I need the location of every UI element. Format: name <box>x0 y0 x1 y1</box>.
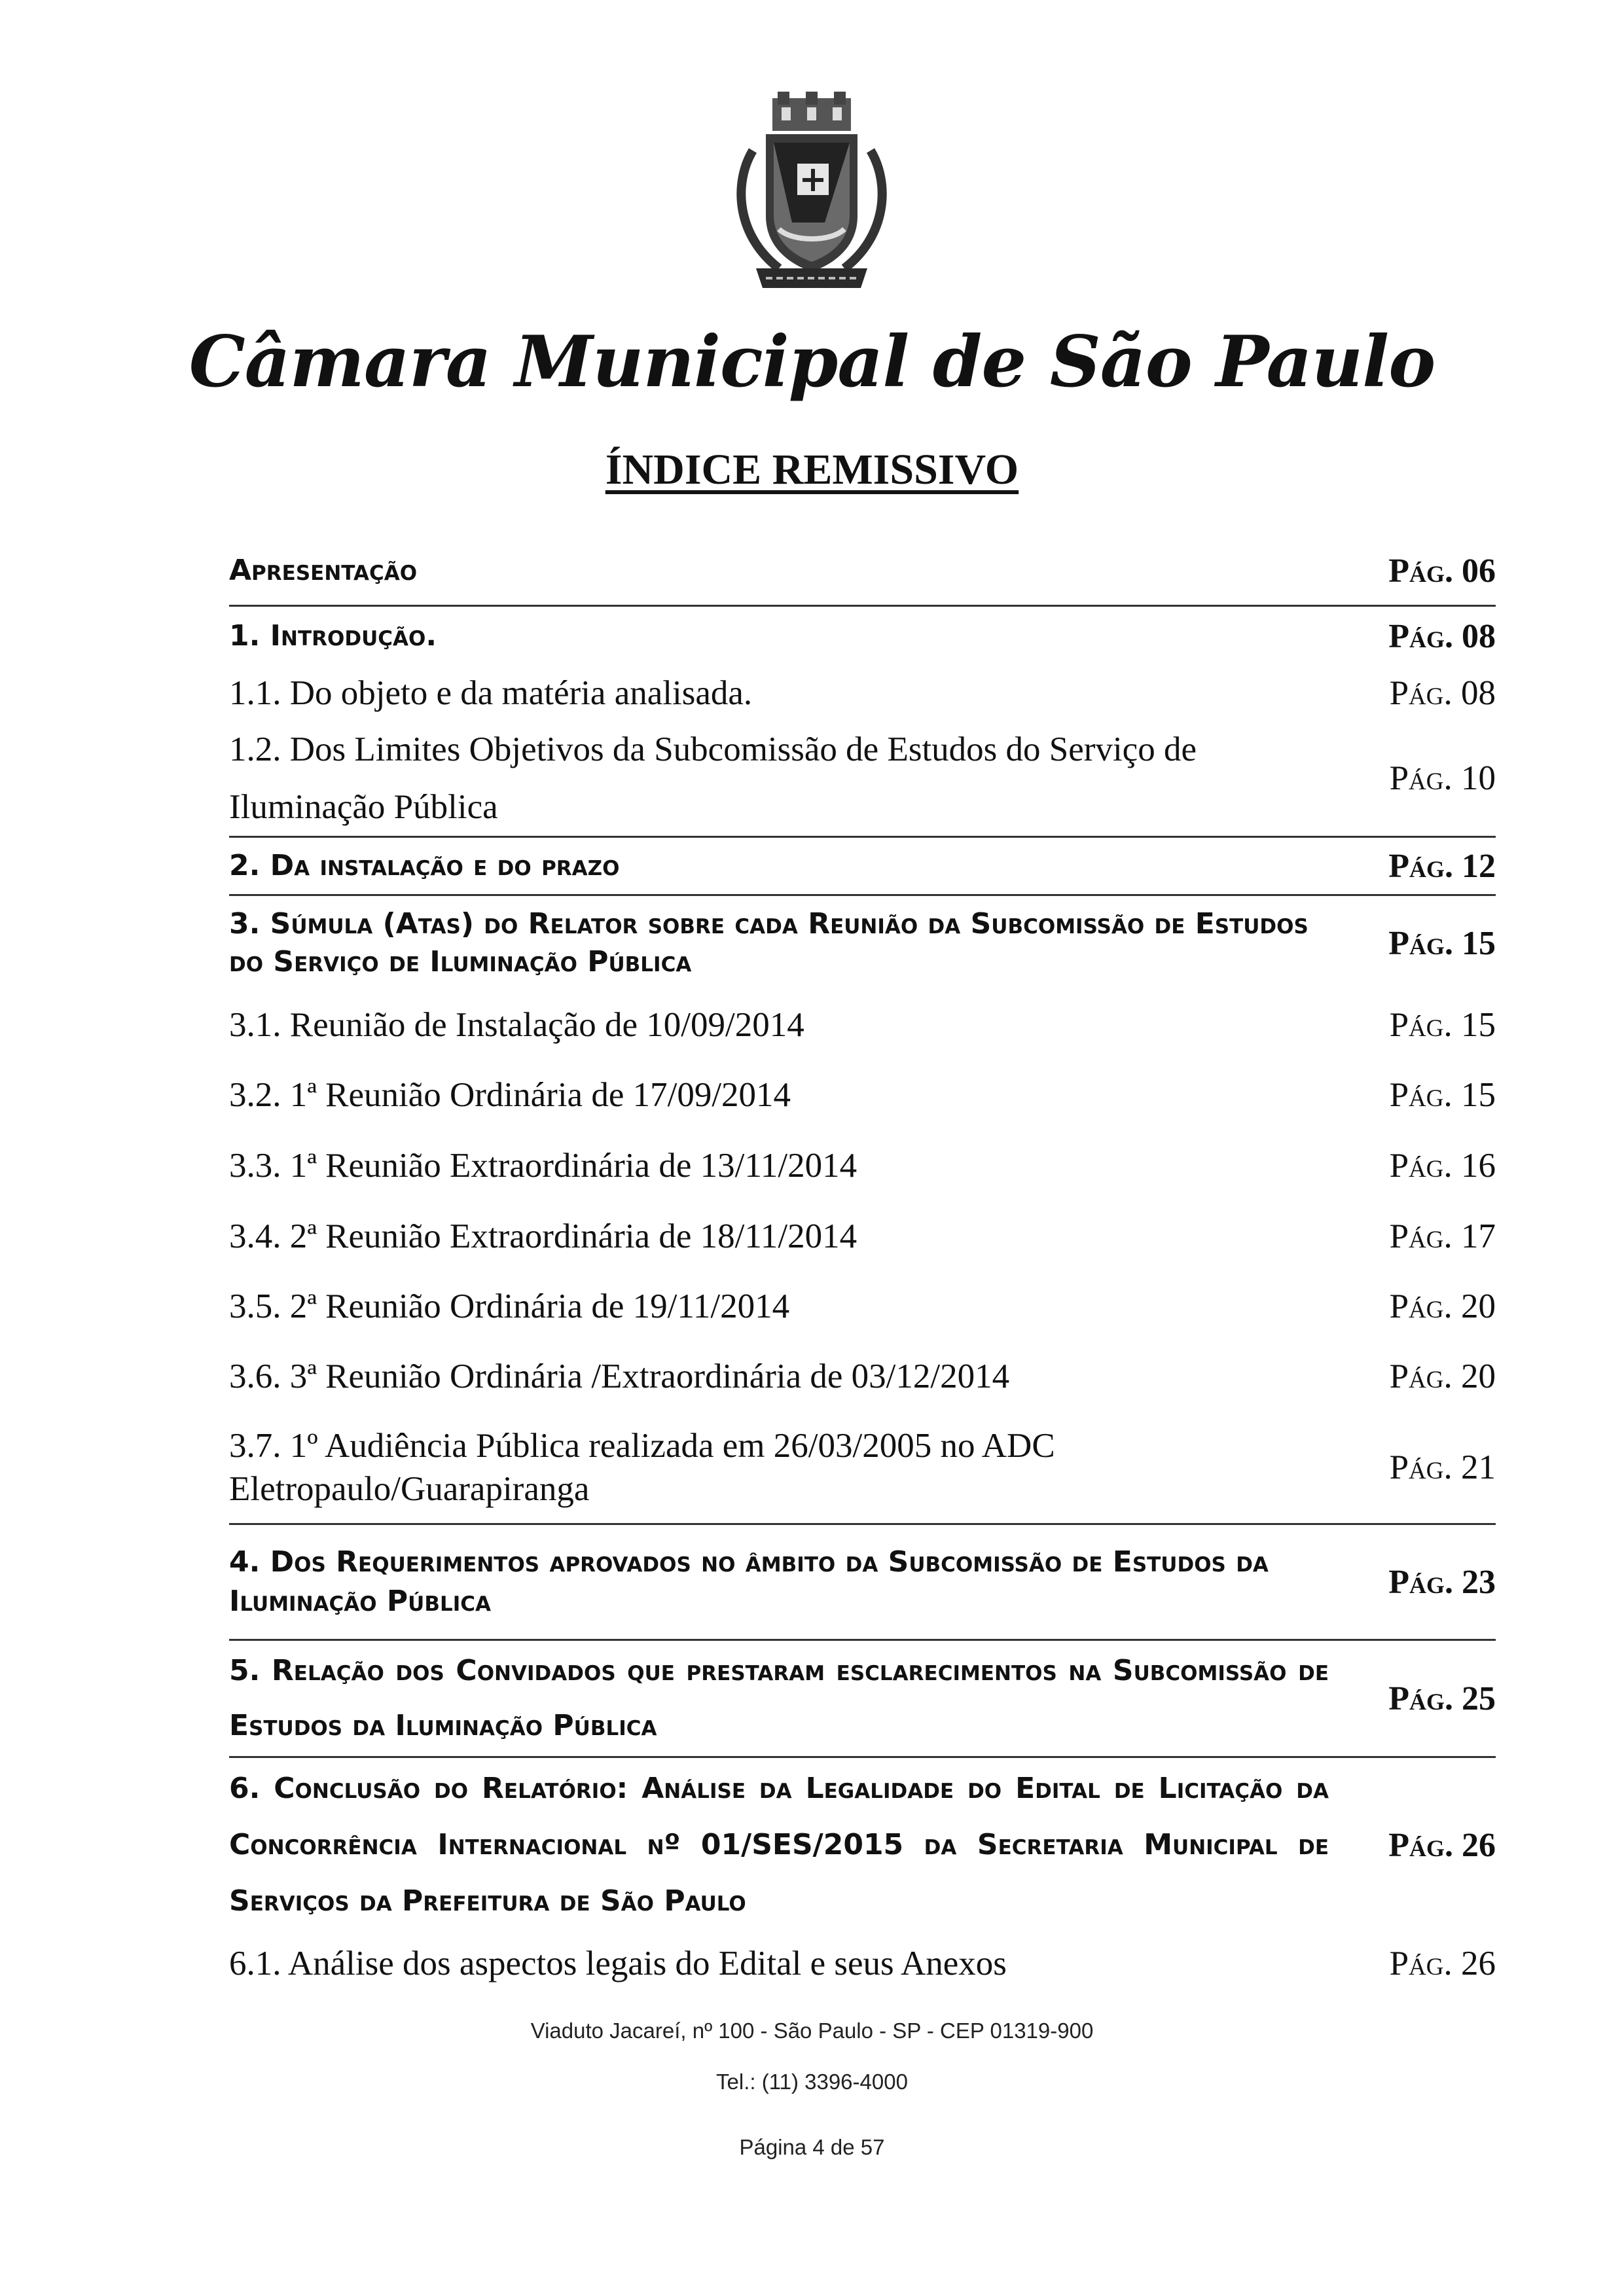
toc-entry-6[interactable] <box>229 1758 1496 1932</box>
toc-entry-text: 3.5. 2ª Reunião Ordinária de 19/11/2014 <box>229 1287 790 1325</box>
toc-entry-1-1[interactable] <box>229 666 1496 721</box>
toc-entry-apresentacao[interactable] <box>229 537 1496 607</box>
toc-entry-text: 3.2. 1ª Reunião Ordinária de 17/09/2014 <box>229 1076 791 1114</box>
toc-entry-text: 1.2. Dos Limites Objetivos da Subcomissão de Estudos do Serviço de Iluminação Pública <box>229 730 1197 826</box>
toc-entry-page: Pág. 23 <box>1388 1563 1496 1601</box>
toc-entry-text: 4. Dos Requerimentos aprovados no âmbito da Subcomissão de Estudos da Iluminação Pública <box>229 1545 1269 1618</box>
toc-entry-1-2[interactable] <box>229 721 1496 838</box>
toc-entry-page: Pág. 26 <box>1389 1945 1496 1982</box>
table-of-contents <box>229 537 1496 1995</box>
toc-entry-5[interactable] <box>229 1641 1496 1758</box>
toc-entry-page: Pág. 15 <box>1389 1076 1496 1114</box>
toc-entry-text: 3.3. 1ª Reunião Extraordinária de 13/11/2014 <box>229 1147 857 1185</box>
footer-phone: Tel.: (11) 3396-4000 <box>716 2070 908 2094</box>
toc-entry-3-5[interactable] <box>229 1272 1496 1341</box>
toc-entry-text: 3.7. 1º Audiência Pública realizada em 26/03/2005 no ADC Eletropaulo/Guarapiranga <box>229 1427 1055 1508</box>
organization-title: Câmara Municipal de São Paulo <box>189 321 1435 403</box>
toc-entry-text: Apresentação <box>229 554 418 587</box>
toc-entry-text: 3.4. 2ª Reunião Extraordinária de 18/11/2014 <box>229 1217 857 1255</box>
toc-entry-3-7[interactable] <box>229 1412 1496 1525</box>
toc-entry-text: 1. Introdução. <box>229 619 437 653</box>
toc-entry-page: Pág. 20 <box>1389 1357 1496 1395</box>
toc-entry-2[interactable] <box>229 838 1496 896</box>
toc-entry-text: 6.1. Análise dos aspectos legais do Edital e seus Anexos <box>229 1945 1007 1982</box>
toc-entry-page: Pág. 26 <box>1388 1826 1496 1864</box>
toc-entry-text: 3.6. 3ª Reunião Ordinária /Extraordinária de 03/12/2014 <box>229 1357 1010 1395</box>
toc-entry-3-1[interactable] <box>229 990 1496 1060</box>
toc-entry-4[interactable] <box>229 1525 1496 1641</box>
toc-entry-page: Pág. 08 <box>1389 674 1496 712</box>
toc-entry-page: Pág. 10 <box>1389 759 1496 797</box>
page-number: Página 4 de 57 <box>739 2135 885 2159</box>
toc-entry-page: Pág. 16 <box>1389 1147 1496 1185</box>
toc-entry-page: Pág. 12 <box>1388 847 1496 885</box>
toc-entry-3-3[interactable] <box>229 1130 1496 1201</box>
toc-entry-page: Pág. 08 <box>1388 617 1496 655</box>
toc-entry-page: Pág. 15 <box>1389 1006 1496 1044</box>
coat-of-arms-logo <box>727 92 897 295</box>
toc-entry-3-2[interactable] <box>229 1060 1496 1130</box>
toc-entry-text: 5. Relação dos Convidados que prestaram esclarecimentos na Subcomissão de Estudos da Iluminação Pública <box>229 1654 1329 1742</box>
toc-entry-text: 6. Conclusão do Relatório: Análise da Legalidade do Edital de Licitação da Concorrência Internacional nº 01/SES/2015 da Secretaria Municipal de Serviços da Prefeitura de São Paulo <box>229 1772 1329 1918</box>
document-title: ÍNDICE REMISSIVO <box>605 446 1019 493</box>
toc-entry-6-1[interactable] <box>229 1932 1496 1995</box>
toc-entry-page: Pág. 15 <box>1388 924 1496 962</box>
toc-entry-page: Pág. 20 <box>1389 1287 1496 1325</box>
toc-entry-page: Pág. 06 <box>1388 552 1496 590</box>
toc-entry-page: Pág. 25 <box>1388 1679 1496 1717</box>
toc-entry-page: Pág. 17 <box>1389 1217 1496 1255</box>
footer-address: Viaduto Jacareí, nº 100 - São Paulo - SP - CEP 01319-900 <box>530 2018 1094 2043</box>
toc-entry-text: 3.1. Reunião de Instalação de 10/09/2014 <box>229 1006 804 1044</box>
toc-entry-3-6[interactable] <box>229 1341 1496 1412</box>
toc-entry-3-4[interactable] <box>229 1201 1496 1272</box>
toc-entry-3[interactable] <box>229 896 1496 990</box>
toc-entry-text: 2. Da instalação e do prazo <box>229 849 620 882</box>
toc-entry-1[interactable] <box>229 607 1496 666</box>
toc-entry-text: 3. Súmula (Atas) do Relator sobre cada Reunião da Subcomissão de Estudos do Serviço de Iluminação Pública <box>229 907 1308 978</box>
toc-entry-text: 1.1. Do objeto e da matéria analisada. <box>229 674 753 712</box>
toc-entry-page: Pág. 21 <box>1389 1448 1496 1486</box>
